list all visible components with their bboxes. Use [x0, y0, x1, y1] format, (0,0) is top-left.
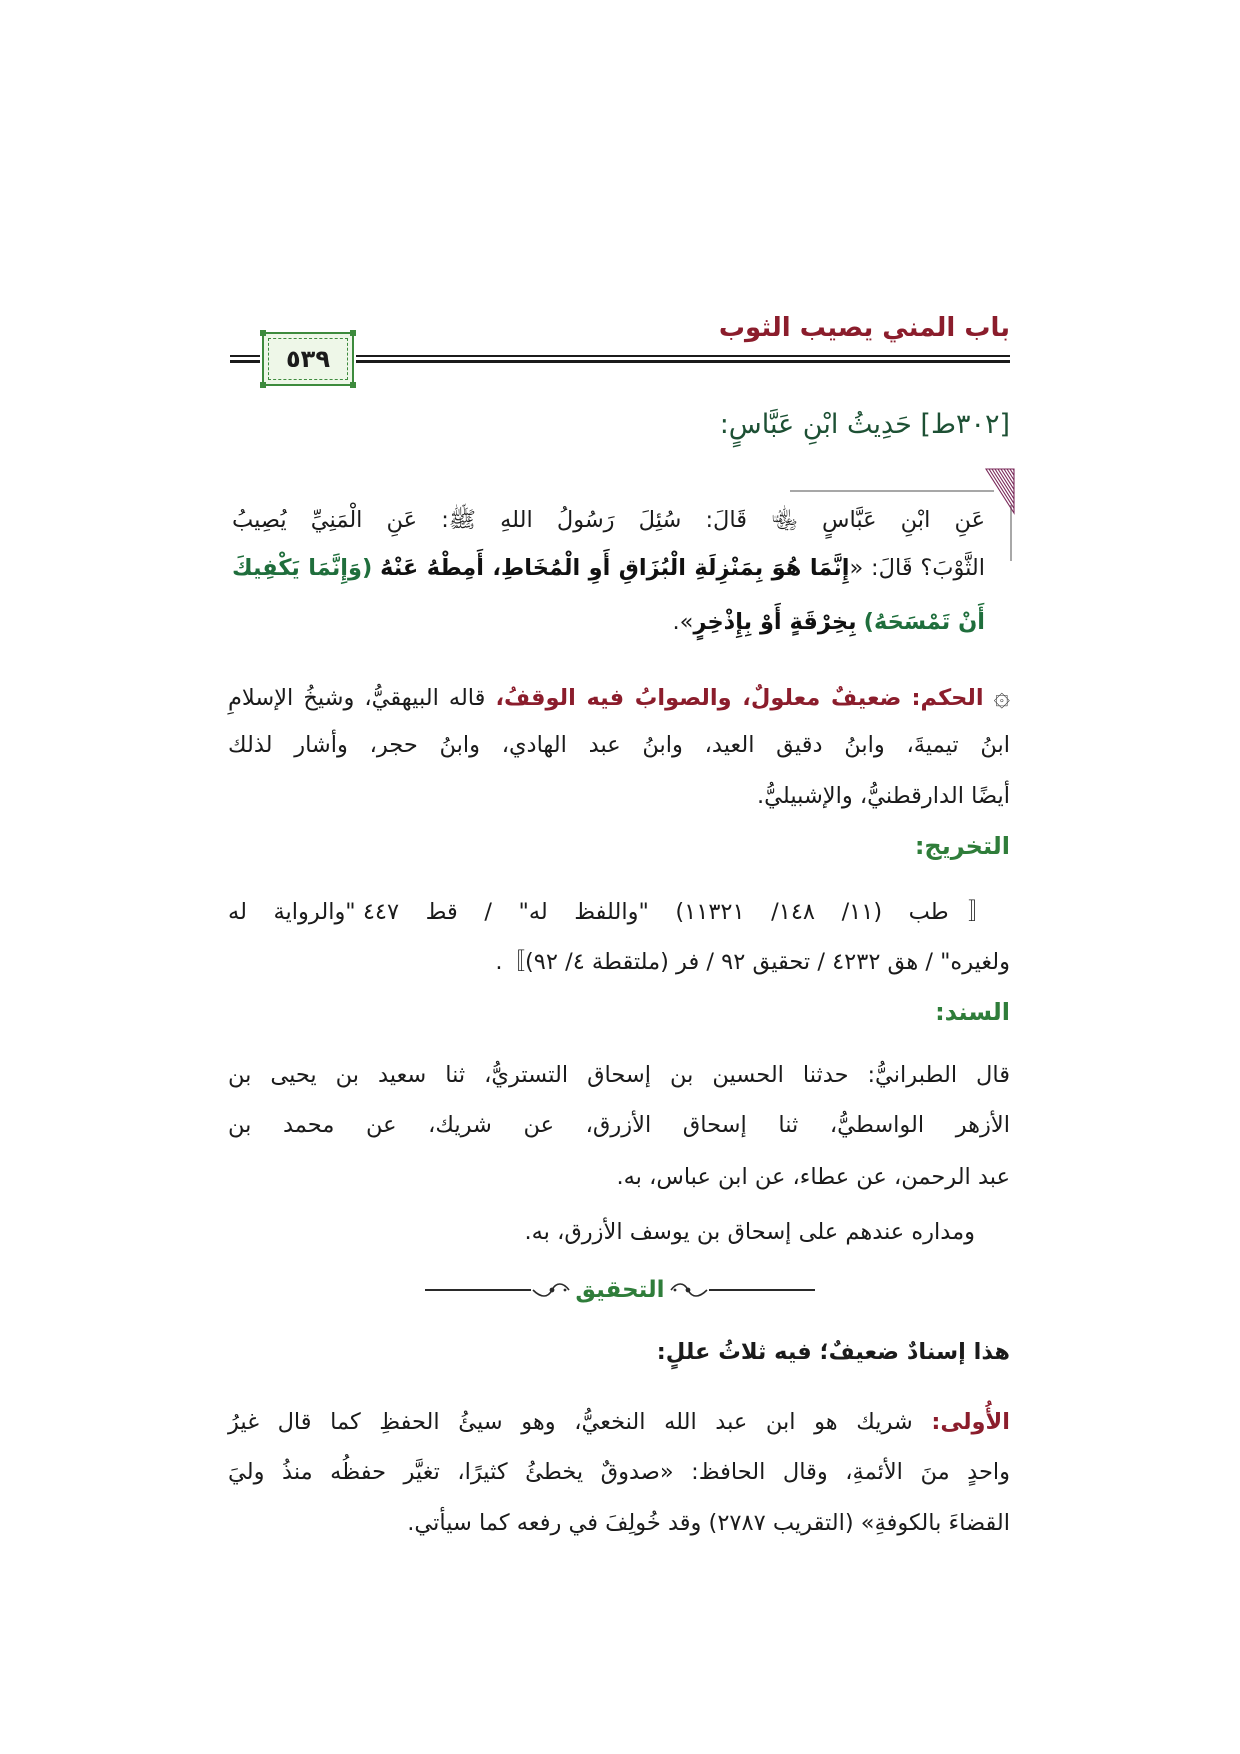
takhrij-text: 〚طب (١١/ ١٤٨/ ١١٣٢١) "واللفظ له" / قط ٤٤٧ "والرواية له — [228, 899, 1011, 925]
header-rule-right — [356, 355, 1010, 363]
hadith-line-1 — [232, 498, 985, 542]
takhrij-text: ولغيره" / هق ٤٢٣٢ / تحقيق ٩٢ / فر (ملتقطة ٤/ ٩٢)〛. — [495, 949, 1010, 975]
sanad-line-3 — [228, 1155, 1010, 1199]
first-defect-text: شريك هو ابن عبد الله النخعيُّ، وهو سيئُ الحفظِ كما قال غيرُ — [228, 1409, 913, 1435]
tahqiq-summary-text: هذا إسنادٌ ضعيفٌ؛ فيه ثلاثُ عللٍ: — [656, 1339, 1010, 1365]
sanad-text: قال الطبرانيُّ: حدثنا الحسين بن إسحاق التستريُّ، ثنا سعيد بن يحيى بن — [228, 1062, 1010, 1088]
sanad-madar-line — [228, 1210, 975, 1254]
divider-line — [425, 1289, 531, 1291]
frame-corner-icon — [260, 382, 266, 388]
hadith-matn: بِخِرْقَةٍ أَوْ بِإِذْخِرٍ — [693, 609, 857, 635]
first-defect-text: القضاءَ بالكوفةِ» (التقريب ٢٧٨٧) وقد خُولِفَ في رفعه كما سيأتي. — [407, 1510, 1010, 1536]
header-rule-left — [230, 355, 260, 363]
hadith-question: الثَّوْبَ؟ قَالَ: « — [849, 555, 985, 581]
first-defect-line-2 — [228, 1450, 1010, 1494]
tahqiq-label: التحقيق — [575, 1277, 665, 1303]
sanad-text: الأزهر الواسطيُّ، ثنا إسحاق الأزرق، عن شريك، عن محمد بن — [228, 1112, 1010, 1138]
hadith-addition: (وَإِنَّمَا يَكْفِيكَ — [232, 555, 373, 581]
hadith-matn: إِنَّمَا هُوَ بِمَنْزِلَةِ الْبُزَاقِ أَوِ الْمُخَاطِ، أَمِطْهُ عَنْهُ — [380, 555, 850, 581]
page-number-frame — [262, 332, 354, 386]
tahqiq-divider — [425, 1272, 815, 1308]
sanad-line-1 — [228, 1053, 1010, 1097]
takhrij-label: التخريج: — [914, 832, 1010, 860]
takhrij-line-2 — [228, 940, 1010, 984]
first-defect-label: الأُولى: — [931, 1409, 1011, 1435]
sanad-madar: ومداره عندهم على إسحاق بن يوسف الأزرق، به. — [524, 1219, 975, 1245]
divider-line — [709, 1289, 815, 1291]
first-defect-line-3 — [228, 1501, 1010, 1545]
tahqiq-summary — [228, 1330, 1010, 1374]
chapter-title: باب المني يصيب الثوب — [718, 313, 1010, 343]
ruling-label: الحكم: — [911, 685, 984, 711]
first-defect-line-1 — [228, 1400, 1010, 1444]
hadith-heading: [٣٠٢ط] حَدِيثُ ابْنِ عَبَّاسٍ: — [719, 409, 1010, 440]
ruling-line-2 — [228, 723, 1010, 767]
sanad-text: عبد الرحمن، عن عطاء، عن ابن عباس، به. — [616, 1164, 1010, 1190]
ruling-verdict: ضعيفٌ معلولٌ، والصوابُ فيه الوقفُ، — [495, 685, 902, 711]
ruling-text: أيضًا الدارقطنيُّ، والإشبيليُّ. — [757, 783, 1010, 809]
hadith-line-2 — [232, 546, 985, 590]
rub-el-hizb-icon: ۞ — [993, 679, 1011, 712]
sanad-label: السند: — [935, 998, 1010, 1026]
page-number: ٥٣٩ — [268, 338, 348, 380]
sanad-line-2 — [228, 1103, 1010, 1147]
scroll-ornament-icon — [669, 1280, 709, 1300]
hadith-addition: أَنْ تَمْسَحَهُ) — [863, 609, 985, 635]
ruling-text: قاله البيهقيُّ، وشيخُ الإسلامِ — [228, 685, 486, 711]
frame-corner-icon — [350, 382, 356, 388]
frame-corner-icon — [260, 330, 266, 336]
ruling-line-1 — [228, 674, 1010, 718]
scroll-ornament-icon — [531, 1280, 571, 1300]
ruling-line-3 — [228, 774, 1010, 818]
hadith-line-3 — [232, 600, 985, 644]
hadith-closing: ». — [672, 609, 694, 635]
frame-corner-icon — [350, 330, 356, 336]
hadith-text: عَنِ ابْنِ عَبَّاسٍ ﵄ قَالَ: سُئِلَ رَسُولُ اللهِ ﷺ: عَنِ الْمَنِيِّ يُصِيبُ — [232, 507, 985, 533]
ruling-text: ابنُ تيميةَ، وابنُ دقيق العيد، وابنُ عبد الهادي، وابنُ حجر، وأشار لذلك — [228, 732, 1010, 758]
takhrij-line-1 — [228, 890, 1010, 934]
first-defect-text: واحدٍ منَ الأئمةِ، وقال الحافظ: «صدوقٌ يخطئُ كثيرًا، تغيَّر حفظُه منذُ وليَ — [228, 1459, 1010, 1485]
